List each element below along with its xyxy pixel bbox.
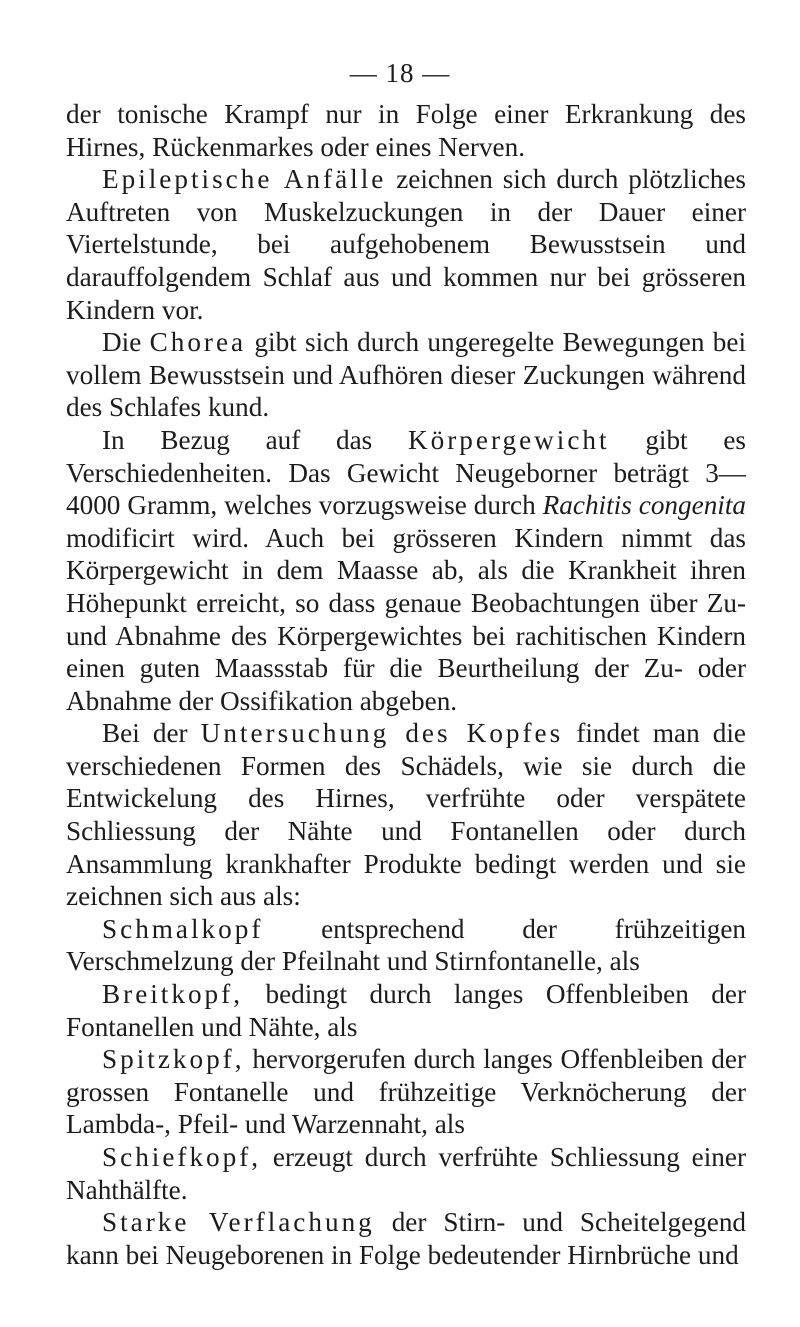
paragraph-untersuchung-des-kopfes [66, 717, 746, 913]
paragraph-lead: Bei der [102, 718, 201, 749]
paragraph-text: bedingt durch langes Offenbleiben der Fontanellen und Nähte, als [66, 979, 746, 1042]
paragraph-text: zeichnen sich durch plötzliches Auftreten von Muskelzuckungen in der Dauer einer Viertelstunde, bei aufgehobenem Bewusstsein und darauffolgendem Schlaf aus und kommen nur bei grösseren Kindern vor. [66, 164, 747, 325]
paragraph-schmalkopf [66, 913, 746, 978]
paragraph-breitkopf [66, 978, 746, 1043]
spaced-term: Epileptische Anfälle [102, 164, 387, 195]
page-number: — 18 — [349, 58, 451, 88]
paragraph-text: gibt es Verschiedenheiten. Das Gewicht Neugeborner beträgt 3—4000 Gramm, welches vorzugsweise durch [66, 424, 746, 521]
spaced-term: Chorea [149, 327, 247, 358]
spaced-term: Schiefkopf, [102, 1142, 262, 1172]
paragraph-text: der Stirn- und Scheitelgegend kann bei Neugeborenen in Folge bedeutender Hirnbrüche und [66, 1207, 747, 1270]
italic-term: Rachitis congenita [542, 490, 746, 521]
body-text [66, 98, 746, 1271]
paragraph-text: findet man die verschiedenen Formen des Schädels, wie sie durch die Entwickelung des Hirnes, verfrühte oder verspätete Schliessung der Nähte und Fontanellen oder durch Ansammlung krankhafter Produkte bedingt werden und sie zeichnen sich aus als: [66, 718, 746, 912]
paragraph-koerpergewicht [66, 424, 746, 717]
paragraph-text: erzeugt durch verfrühte Schliessung einer Nahthälfte. [66, 1142, 746, 1205]
spaced-term: Schmalkopf [102, 913, 264, 944]
paragraph-spitzkopf [66, 1043, 746, 1141]
paragraph-starke-verflachung [66, 1206, 746, 1271]
paragraph-text: der tonische Krampf nur in Folge einer Erkrankung des Hirnes, Rückenmarkes oder eines Nerven. [66, 99, 746, 162]
paragraph-lead: In Bezug auf das [102, 424, 408, 455]
spaced-term: Breitkopf, [102, 979, 243, 1010]
paragraph-text: gibt sich durch ungeregelte Bewegungen bei vollem Bewusstsein und Aufhören dieser Zuckungen während des Schlafes kund. [66, 327, 746, 423]
spaced-term: Untersuchung des Kopfes [200, 718, 564, 749]
paragraph-chorea [66, 326, 746, 424]
spaced-term: Starke Verflachung [102, 1207, 375, 1238]
spaced-term: Körpergewicht [408, 424, 610, 455]
paragraph-text: hervorgerufen durch langes Offenbleiben der grossen Fontanelle und frühzeitige Verknöcherung der Lambda-, Pfeil- und Warzennaht, als [66, 1044, 746, 1140]
paragraph-text: entsprechend der frühzeitigen Verschmelzung der Pfeilnaht und Stirnfontanelle, als [66, 913, 746, 977]
paragraph-lead: Die [102, 327, 150, 358]
paragraph-epileptische-anfaelle [66, 163, 746, 326]
paragraph-text: modificirt wird. Auch bei grösseren Kindern nimmt das Körpergewicht in dem Maasse ab, als die Krankheit ihren Höhepunkt erreicht, so dass genaue Beobachtungen über Zu- und Abnahme des Körpergewichtes bei rachitischen Kindern einen guten Maassstab für die Beurtheilung der Zu- oder Abnahme der Ossifikation abgeben. [66, 522, 746, 716]
paragraph-schiefkopf [66, 1141, 746, 1206]
spaced-term: Spitzkopf, [102, 1044, 245, 1075]
paragraph-1 [66, 98, 746, 163]
